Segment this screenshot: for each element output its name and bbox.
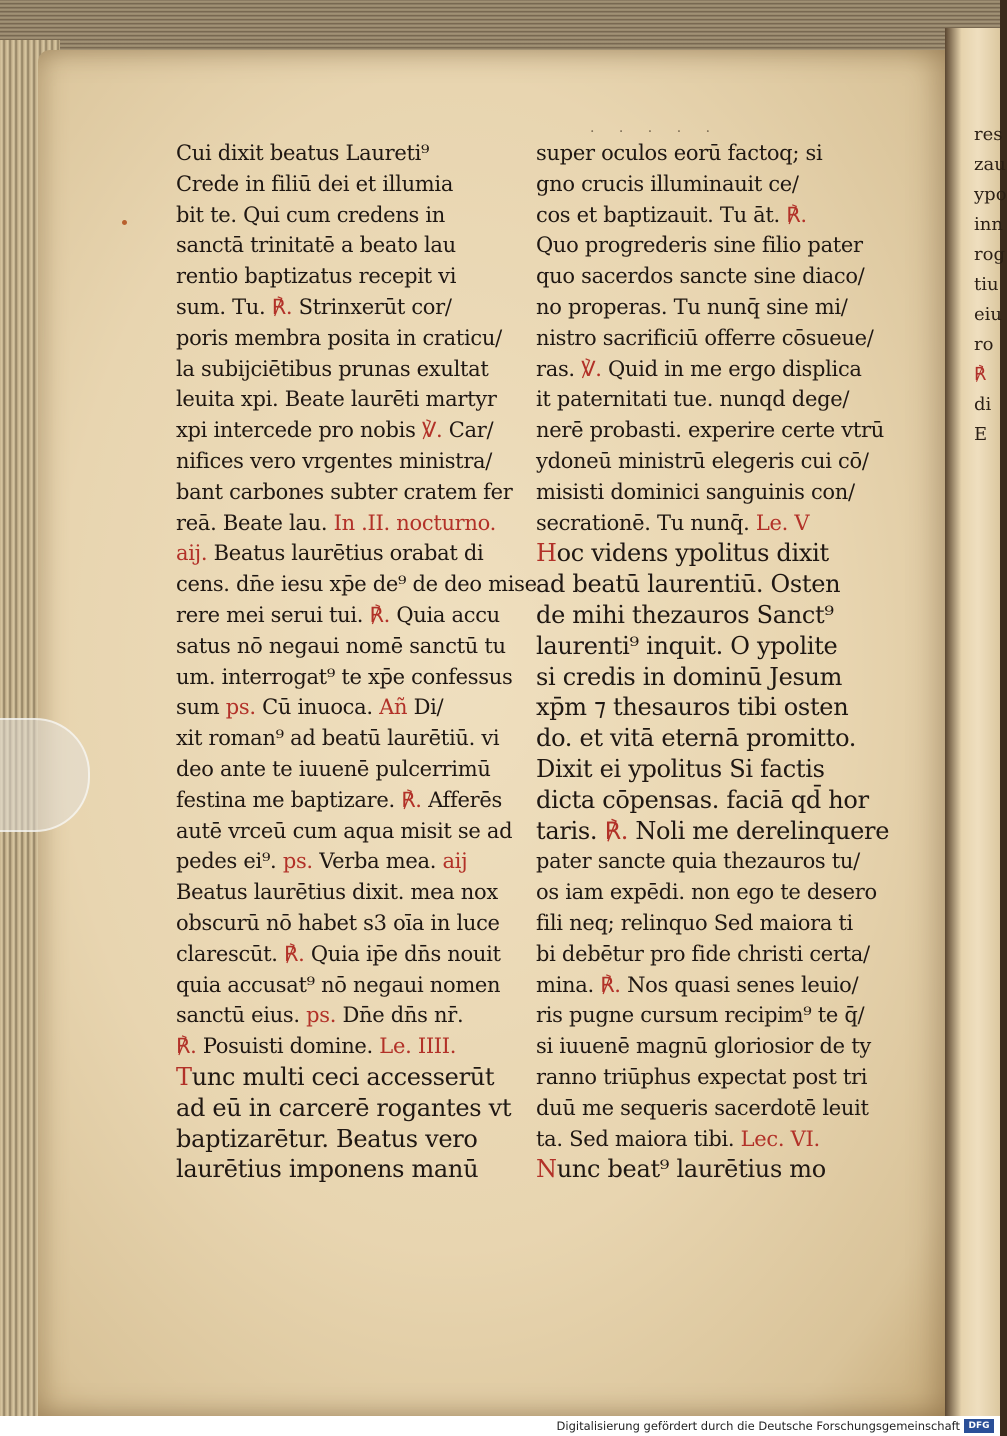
text-segment: nistro sacrificiū offerre cōsueue/ (536, 325, 874, 350)
text-line (176, 1062, 521, 1093)
text-segment: gno crucis illuminauit ce/ (536, 171, 799, 196)
text-segment: quo sacerdos sancte sine diaco/ (536, 264, 865, 289)
text-line (176, 1124, 521, 1155)
text-line (176, 261, 521, 292)
text-line (536, 230, 866, 261)
text-line (536, 1093, 869, 1124)
text-segment: quia accusat⁹ nō negaui nomen (176, 972, 501, 997)
text-segment: fili neq; relinquo Sed maiora ti (536, 910, 853, 935)
text-line (536, 323, 874, 354)
text-segment: bi debētur pro fide christi certa/ (536, 941, 870, 966)
left-text-column (176, 138, 537, 1185)
text-segment: pater sancte quia thezauros tu/ (536, 849, 860, 874)
text-line (536, 1000, 866, 1031)
text-segment: si iuuenē magnū gloriosior de ty (536, 1034, 871, 1059)
text-line (536, 1124, 866, 1155)
text-line (536, 1154, 866, 1185)
text-segment: do. et vitā eternā promitto. (536, 724, 857, 753)
text-line (536, 723, 866, 754)
text-segment: super oculos eorū factoq; si (536, 141, 823, 165)
text-segment: reā. Beate lau. (176, 510, 334, 535)
text-segment: de mihi thezauros Sanct⁹ (536, 600, 834, 629)
text-line (176, 384, 521, 415)
text-segment: dicta cōpensas. faciā qd̄ hor (536, 785, 869, 814)
text-line (536, 200, 866, 231)
text-segment: ad eū in carcerē rogantes vt (176, 1093, 512, 1122)
text-segment: Quia ip̄e dn̄s nouit (304, 941, 501, 966)
text-line (536, 785, 869, 816)
text-line (176, 939, 521, 970)
rubric-segment: T (176, 1062, 192, 1091)
text-segment: si credis in dominū Jesum (536, 662, 843, 691)
text-line (536, 292, 866, 323)
text-line (176, 446, 521, 477)
text-line (536, 600, 866, 631)
rubric-segment: ℟. (401, 787, 422, 812)
text-line (176, 1093, 521, 1124)
next-page-fragment: tiu (974, 274, 999, 295)
text-segment: rere mei serui tui. (176, 602, 370, 627)
text-segment: laurētius imponens manū (176, 1155, 479, 1184)
text-line (176, 785, 521, 816)
text-line (176, 723, 521, 754)
text-line (176, 323, 521, 354)
rubric-segment: ℟. (786, 202, 807, 227)
text-line (536, 354, 866, 385)
text-segment: um. interrogat⁹ te xp̄e confessus (176, 664, 513, 689)
text-line (536, 415, 884, 446)
rubric-segment: In .II. nocturno. (333, 510, 496, 535)
text-segment: xp̄m ⁊ thesauros tibi osten (536, 693, 849, 722)
text-line (536, 970, 866, 1001)
rubric-segment: Le. V (755, 510, 810, 535)
rubric-segment: ps. (306, 1003, 337, 1028)
text-segment: xit roman⁹ ad beatū laurētiū. vi (176, 726, 500, 751)
text-line (536, 1031, 871, 1062)
text-segment: Dn̄e dn̄s nr̄. (336, 1003, 464, 1028)
text-line (536, 754, 866, 785)
text-segment: obscurū nō habet s3 oīa in luce (176, 910, 500, 935)
text-segment: Di/ (407, 695, 444, 720)
text-line (536, 846, 866, 877)
text-line (176, 169, 521, 200)
text-line (176, 508, 521, 539)
text-line (536, 1062, 866, 1093)
text-segment: taris. (536, 816, 605, 845)
text-segment: Strinxerūt cor/ (292, 294, 452, 319)
text-segment: cens. dn̄e iesu xp̄e de⁹ de deo mise (176, 572, 537, 597)
text-segment: misisti dominici sanguinis con/ (536, 479, 855, 504)
text-segment: xpi intercede pro nobis (176, 418, 422, 443)
text-segment: secrationē. Tu nunq̄. (536, 510, 756, 535)
ruling-dots: · · · · · (590, 124, 721, 140)
text-line (536, 631, 866, 662)
text-segment: bit te. Qui cum credens in (176, 202, 446, 227)
text-line (176, 1031, 521, 1062)
text-segment: Nos quasi senes leuio/ (620, 972, 859, 997)
text-segment: ras. (536, 356, 582, 381)
text-segment: baptizarētur. Beatus vero (176, 1124, 478, 1153)
text-line (176, 816, 521, 847)
text-line (176, 477, 521, 508)
rubric-segment: ℟. (600, 972, 621, 997)
text-segment: unc multi ceci accesserūt (191, 1062, 495, 1091)
next-page-fragment: ℟ (974, 364, 987, 385)
next-page-fragment: inn (974, 214, 1003, 235)
text-segment: it paternitati tue. nunqd dege/ (536, 387, 850, 412)
rubric-segment: aij (442, 849, 468, 874)
text-line (176, 908, 521, 939)
text-segment: ad beatū laurentiū. Osten (536, 570, 841, 599)
next-page-fragment: di (974, 394, 992, 415)
text-segment: mina. (536, 972, 601, 997)
rubric-segment: N (536, 1155, 557, 1184)
text-line (536, 446, 869, 477)
next-page-fragment: eiu (974, 304, 1003, 325)
next-page-fragments (974, 120, 1007, 450)
text-segment: Crede in filiū dei et illumia (176, 171, 454, 196)
next-page-fragment: ypo (974, 184, 1007, 205)
footer-bar (0, 1416, 1000, 1436)
text-line (536, 169, 866, 200)
text-line (536, 662, 866, 693)
text-line (176, 631, 521, 662)
text-line (536, 261, 866, 292)
text-segment: ris pugne cursum recipim⁹ te q̄/ (536, 1003, 865, 1028)
text-segment: nifices vero vrgentes ministra/ (176, 448, 493, 473)
text-segment: nerē probasti. experire certe vtrū (536, 418, 884, 443)
next-page-fragment: ro (974, 334, 994, 355)
text-segment: pedes ei⁹. (176, 849, 283, 874)
rubric-segment: ℣. (581, 356, 602, 381)
text-line (176, 1000, 521, 1031)
text-line (536, 939, 870, 970)
text-segment: rentio baptizatus recepit vi (176, 264, 457, 289)
text-segment: sum (176, 695, 226, 720)
text-line (176, 200, 521, 231)
footer-credit: Digitalisierung gefördert durch die Deutsche Forschungsgemeinschaft (556, 1419, 960, 1433)
rubric-segment: Lec. VI. (740, 1126, 820, 1151)
text-segment: Noli me derelinquere (628, 816, 890, 845)
text-segment: poris membra posita in craticu/ (176, 325, 502, 350)
text-segment: Beatus laurētius dixit. mea nox (176, 880, 498, 905)
text-segment: Dixit ei ypolitus Si factis (536, 754, 825, 783)
text-segment: deo ante te iuuenē pulcerrimū (176, 756, 491, 781)
text-segment: clarescūt. (176, 941, 285, 966)
rubric-segment: ps. (225, 695, 256, 720)
text-line (176, 569, 537, 600)
text-segment: satus nō negaui nomē sanctū tu (176, 633, 506, 658)
text-line (536, 692, 866, 723)
text-line (176, 600, 521, 631)
text-line (176, 662, 521, 693)
text-segment: unc beat⁹ laurētius mo (556, 1155, 826, 1184)
text-segment: Verba mea. (312, 849, 443, 874)
text-segment: oc videns ypolitus dixit (556, 539, 829, 568)
text-segment: os iam expēdi. non ego te desero (536, 880, 877, 905)
text-segment: sanctā trinitatē a beato lau (176, 233, 456, 258)
text-segment: autē vrceū cum aqua misit se ad (176, 818, 513, 843)
text-line (536, 908, 866, 939)
text-line (536, 508, 866, 539)
text-segment: duū me sequeris sacerdotē leuit (536, 1095, 869, 1120)
text-segment: Quia accu (389, 602, 500, 627)
text-segment: Afferēs (421, 787, 502, 812)
text-segment: ta. Sed maiora tibi. (536, 1126, 741, 1151)
rubric-segment: ℟. (284, 941, 305, 966)
ink-dot (122, 220, 127, 225)
rubric-segment: H (536, 539, 557, 568)
rubric-segment: ℟. (176, 1034, 197, 1059)
text-segment: Quid in me ergo displica (601, 356, 862, 381)
text-line (536, 384, 866, 415)
text-line (176, 692, 521, 723)
rubric-segment: ℣. (421, 418, 443, 443)
rubric-segment: ℟. (604, 816, 629, 845)
text-line (176, 415, 521, 446)
text-segment: Beatus laurētius orabat di (213, 541, 484, 566)
text-line (536, 877, 877, 908)
rubric-segment: ℟. (369, 602, 390, 627)
text-segment: Cui dixit beatus Laureti⁹ (176, 141, 430, 165)
text-line (176, 354, 521, 385)
text-segment: ranno triūphus expectat post tri (536, 1064, 868, 1089)
text-segment: Cū inuoca. (255, 695, 380, 720)
text-line (176, 877, 521, 908)
text-segment: ydoneū ministrū elegeris cui cō/ (536, 448, 869, 473)
text-segment: festina me baptizare. (176, 787, 402, 812)
text-segment: la subijciētibus prunas exultat (176, 356, 489, 381)
text-segment: Posuisti domine. (196, 1034, 380, 1059)
text-segment: sanctū eius. (176, 1003, 307, 1028)
text-line (536, 477, 866, 508)
text-line (176, 538, 521, 569)
rubric-segment: ℟. (271, 294, 293, 319)
text-segment: laurenti⁹ inquit. O ypolite (536, 631, 838, 660)
text-line (536, 569, 866, 600)
text-line (176, 846, 521, 877)
dfg-logo: DFG (964, 1419, 994, 1433)
text-segment: cos et baptizauit. Tu āt. (536, 202, 787, 227)
text-line (176, 230, 521, 261)
text-line (176, 754, 521, 785)
rubric-segment: Añ (379, 695, 408, 720)
text-line (176, 292, 521, 323)
text-segment: no properas. Tu nunq̄ sine mi/ (536, 294, 848, 319)
text-line (176, 970, 521, 1001)
rubric-segment: aij. (176, 541, 214, 566)
text-segment: sum. Tu. (176, 294, 272, 319)
text-line (176, 1154, 521, 1185)
right-text-column (536, 138, 890, 1185)
rubric-segment: Le. IIII. (379, 1034, 457, 1059)
text-segment: leuita xpi. Beate laurēti martyr (176, 387, 497, 412)
text-segment: Car/ (442, 418, 494, 443)
next-page-fragment: zau (974, 154, 1006, 175)
next-page-fragment: res (974, 124, 1003, 145)
text-segment: bant carbones subter cratem fer (176, 479, 513, 504)
text-line (536, 816, 890, 847)
text-line (536, 138, 866, 169)
text-line (536, 538, 866, 569)
next-page-fragment: E (974, 424, 988, 445)
text-line (176, 138, 521, 169)
rubric-segment: ps. (282, 849, 313, 874)
text-segment: Quo progrederis sine filio pater (536, 233, 863, 258)
next-page-fragment: rog (974, 244, 1005, 265)
